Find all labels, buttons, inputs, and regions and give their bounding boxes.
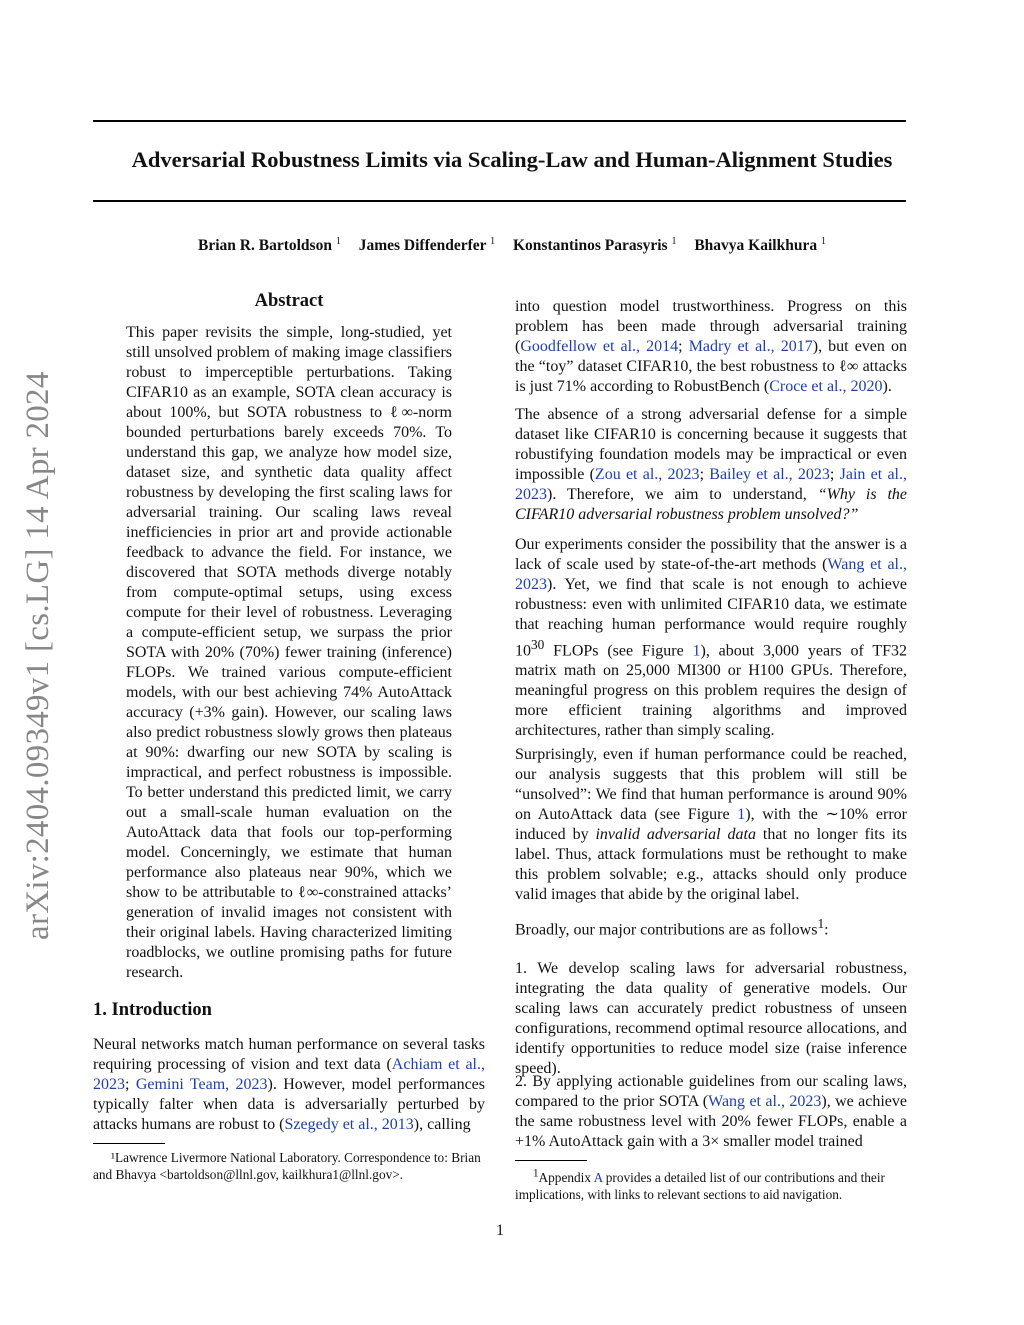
text-segment: ), with the ∼10% error induced by xyxy=(515,806,907,843)
right-para-5 xyxy=(515,914,907,940)
citation-link[interactable]: Szegedy et al., 2013 xyxy=(284,1116,414,1133)
text-segment: : xyxy=(824,921,829,939)
text-segment: Our experiments consider the possibility that the answer is a lack of scale used by state-of-the-art methods ( xyxy=(515,536,907,573)
citation-link[interactable]: Jain et al., 2023 xyxy=(515,466,907,503)
author-list xyxy=(60,236,964,255)
text-segment: ; xyxy=(125,1076,136,1093)
citation-link[interactable]: 1 xyxy=(737,806,746,823)
arxiv-identifier: arXiv:2404.09349v1 [cs.LG] 14 Apr 2024 xyxy=(20,371,56,940)
intro-text xyxy=(93,1035,485,1135)
author: Konstantinos Parasyris $^1$ xyxy=(513,236,677,255)
text-segment: 1. We develop scaling laws for adversarial robustness, integrating the data quality of generative models. Our scaling laws can accurately predict robustness of unseen configurations, recommend optimal resource allocations, and identify opportunities to reduce model size (raise inference speed). xyxy=(515,960,907,1077)
author: Brian R. Bartoldson $^1$ xyxy=(198,236,341,255)
section-heading-introduction: 1. Introduction xyxy=(93,1000,212,1020)
text-segment: Neural networks match human performance on several tasks requiring processing of vision and text data ( xyxy=(93,1036,485,1073)
citation-link[interactable]: Achiam et al., 2023 xyxy=(93,1056,486,1093)
title-bottom-rule xyxy=(93,200,906,202)
text-segment: The absence of a strong adversarial defense for a simple dataset like CIFAR10 is concerning because it suggests that robustifying foundation models may be impractical or even impossible ( xyxy=(515,406,907,483)
right-para-1 xyxy=(515,297,907,397)
text-segment: ), calling xyxy=(413,1116,471,1133)
text-segment: 1 xyxy=(533,1168,539,1180)
footnote-rule xyxy=(93,1143,165,1144)
text-segment: Broadly, our major contributions are as follows xyxy=(515,921,818,939)
abstract-text: This paper revisits the simple, long-studied, yet still unsolved problem of making image classifiers robust to imperceptible perturbations. Taking CIFAR10 as an example, SOTA clean accuracy is about 100%, but SOTA robustness to ℓ∞-norm bounded perturbations barely exceeds 70%. To understand this gap, we analyze how model size, dataset size, and synthetic data quality affect robustness by developing the first scaling laws for adversarial training. Our scaling laws reveal inefficiencies in prior art and provide actionable feedback to advance the field. For instance, we discovered that SOTA methods diverge notably from compute-optimal setups, using excess compute for their level of robustness. Leveraging a compute-efficient setup, we surpass the prior SOTA with 20% (70%) fewer training (inference) FLOPs. We trained various compute-efficient models, with our best achieving 74% AutoAttack accuracy (+3% gain). However, our scaling laws also predict robustness slowly grows then plateaus at 90%: dwarfing our new SOTA by scaling is impractical, and perfect robustness is impossible. To better understand this predicted limit, we carry out a small-scale human evaluation on the AutoAttack data that fools our top-performing model. Concerningly, we estimate that human performance also plateaus near 90%, which we show to be attributable to ℓ∞-constrained attacks’ generation of invalid images not consistent with their original labels. Having characterized limiting roadblocks, we outline promising paths for future research. xyxy=(126,324,452,981)
title-top-rule xyxy=(93,120,906,122)
right-para-4 xyxy=(515,745,907,905)
citation-link[interactable]: Wang et al., 2023 xyxy=(708,1093,822,1110)
contribution-1 xyxy=(515,959,907,1079)
citation-link[interactable]: Madry et al., 2017 xyxy=(688,338,813,355)
citation-link[interactable]: Zou et al., 2023 xyxy=(594,466,700,483)
page-number: 1 xyxy=(496,1222,504,1239)
text-segment: into question model trustworthiness. Progress on this problem has been made through adversarial training ( xyxy=(515,298,907,355)
abstract-heading: Abstract xyxy=(254,291,324,311)
text-segment: ; xyxy=(699,466,710,483)
text-segment: “Why is the CIFAR10 adversarial robustness problem unsolved?” xyxy=(515,486,907,523)
text-segment: Appendix xyxy=(538,1170,594,1186)
citation-link[interactable]: Bailey et al., 2023 xyxy=(709,466,830,483)
text-segment: provides a detailed list of our contributions and their implications, with links to relevant sections to aid navigation. xyxy=(515,1170,885,1203)
text-segment: ). xyxy=(882,378,892,395)
author: James Diffenderfer $^1$ xyxy=(358,236,496,255)
author: Bhavya Kailkhura $^1$ xyxy=(694,236,826,255)
text-segment: ). However, model performances typically falter when data is adversarially perturbed by attacks humans are robust to ( xyxy=(93,1076,486,1133)
text-segment: 1 xyxy=(817,916,825,931)
citation-link[interactable]: Croce et al., 2020 xyxy=(769,378,883,395)
text-segment: that no longer fits its label. Thus, attack formulations must be rethought to make this problem solvable; e.g., attacks should only produce valid images that abide by the original label. xyxy=(515,826,907,903)
text-segment: ), about 3,000 years of TF32 matrix math on 25,000 MI300 or H100 GPUs. Therefore, meaningful progress on this problem requires the design of more efficient training algorithms and improved architectures, rather than simply scaling. xyxy=(515,642,908,740)
right-para-3 xyxy=(515,535,907,741)
footnote-contributions xyxy=(515,1166,907,1203)
text-segment: invalid adversarial data xyxy=(595,826,756,843)
text-segment: ; xyxy=(829,466,840,483)
footnote-affiliation: ¹Lawrence Livermore National Laboratory. Correspondence to: Brian and Bhavya <bartoldson@llnl.gov, kailkhura1@llnl.gov>. xyxy=(93,1150,481,1182)
text-segment: Surprisingly, even if human performance could be reached, our analysis suggests that this problem will still be “unsolved”: We find that human performance is around 90% on AutoAttack data (see Figure xyxy=(515,746,907,823)
text-segment: 2. By applying actionable guidelines from our scaling laws, compared to the prior SOTA ( xyxy=(515,1073,907,1110)
text-segment: ), we achieve the same robustness level with 20% fewer FLOPs, enable a +1% AutoAttack gain with a 3× smaller model trained xyxy=(515,1093,907,1150)
paper-title: Adversarial Robustness Limits via Scaling-Law and Human-Alignment Studies xyxy=(131,147,893,172)
citation-link[interactable]: A xyxy=(593,1170,603,1186)
right-para-2 xyxy=(515,405,907,525)
text-segment: 30 xyxy=(531,637,545,652)
text-segment: ). Therefore, we aim to understand, xyxy=(547,486,818,503)
contribution-2 xyxy=(515,1072,907,1152)
citation-link[interactable]: Wang et al., 2023 xyxy=(515,556,907,593)
citation-link[interactable]: 1 xyxy=(692,642,701,660)
citation-link[interactable]: Gemini Team, 2023 xyxy=(135,1076,268,1093)
citation-link[interactable]: Goodfellow et al., 2014 xyxy=(520,338,679,355)
text-segment: ). Yet, we find that scale is not enough to achieve robustness: even with unlimited CIFAR10 data, we estimate that reaching human performance would require roughly 10 xyxy=(515,576,907,660)
paragraph xyxy=(93,1035,485,1135)
footnote-rule xyxy=(515,1160,587,1161)
text-segment: ; xyxy=(678,338,689,355)
text-segment: ), but even on the “toy” dataset CIFAR10, the best robustness to ℓ∞ attacks is just 71% according to RobustBench ( xyxy=(515,338,907,395)
text-segment: FLOPs (see Figure xyxy=(544,642,693,660)
